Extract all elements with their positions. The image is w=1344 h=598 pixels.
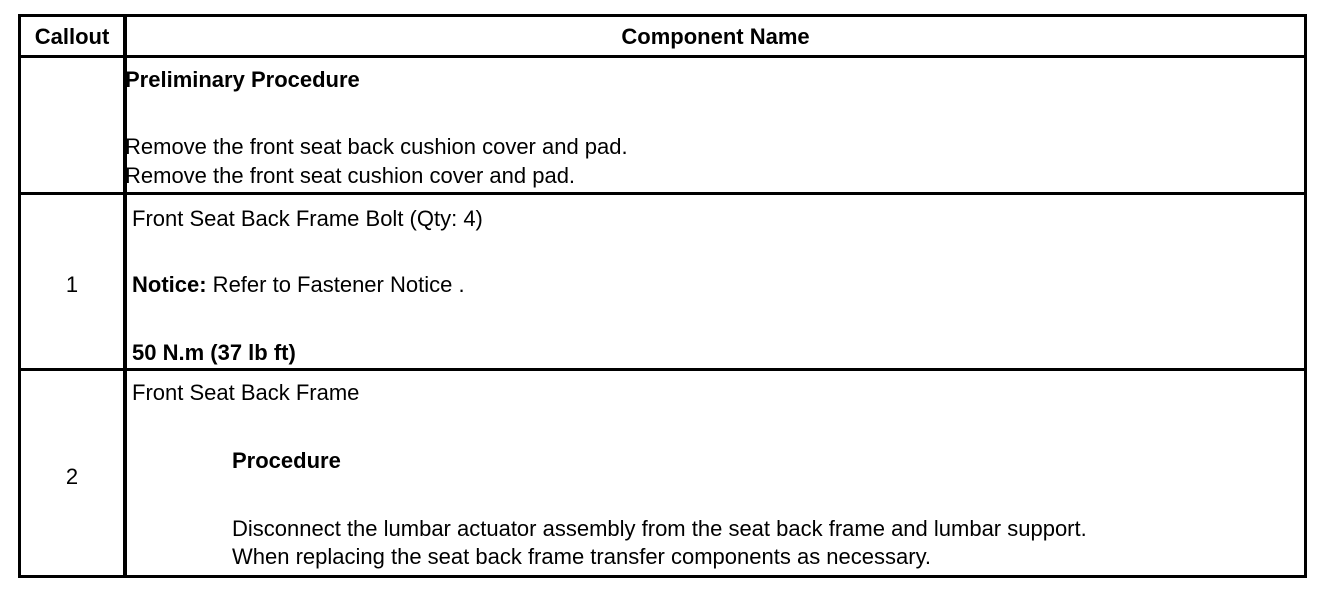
callout-number: 2	[65, 464, 79, 489]
header-divider	[21, 55, 1304, 58]
row-divider	[21, 192, 1304, 195]
callout-number: 1	[65, 272, 79, 297]
preliminary-title: Preliminary Procedure	[125, 67, 360, 92]
procedure-step: Disconnect the lumbar actuator assembly from the seat back frame and lumbar support.	[232, 516, 1087, 541]
header-callout: Callout	[34, 24, 110, 49]
header-component-name: Component Name	[621, 24, 810, 49]
preliminary-step: Remove the front seat back cushion cover and pad.	[125, 134, 628, 159]
component-name: Front Seat Back Frame	[132, 380, 360, 405]
column-divider	[123, 17, 127, 575]
procedure-step: When replacing the seat back frame transfer components as necessary.	[232, 544, 932, 569]
component-name: Front Seat Back Frame Bolt (Qty: 4)	[132, 206, 483, 231]
preliminary-step: Remove the front seat cushion cover and pad.	[125, 163, 576, 188]
notice-label: Notice:	[132, 272, 207, 297]
torque-spec: 50 N.m (37 lb ft)	[132, 340, 296, 365]
row-divider	[21, 368, 1304, 371]
notice-text: Refer to Fastener Notice .	[206, 272, 465, 297]
procedure-title: Procedure	[232, 448, 341, 473]
notice-line	[132, 270, 465, 299]
component-table	[18, 14, 1307, 578]
